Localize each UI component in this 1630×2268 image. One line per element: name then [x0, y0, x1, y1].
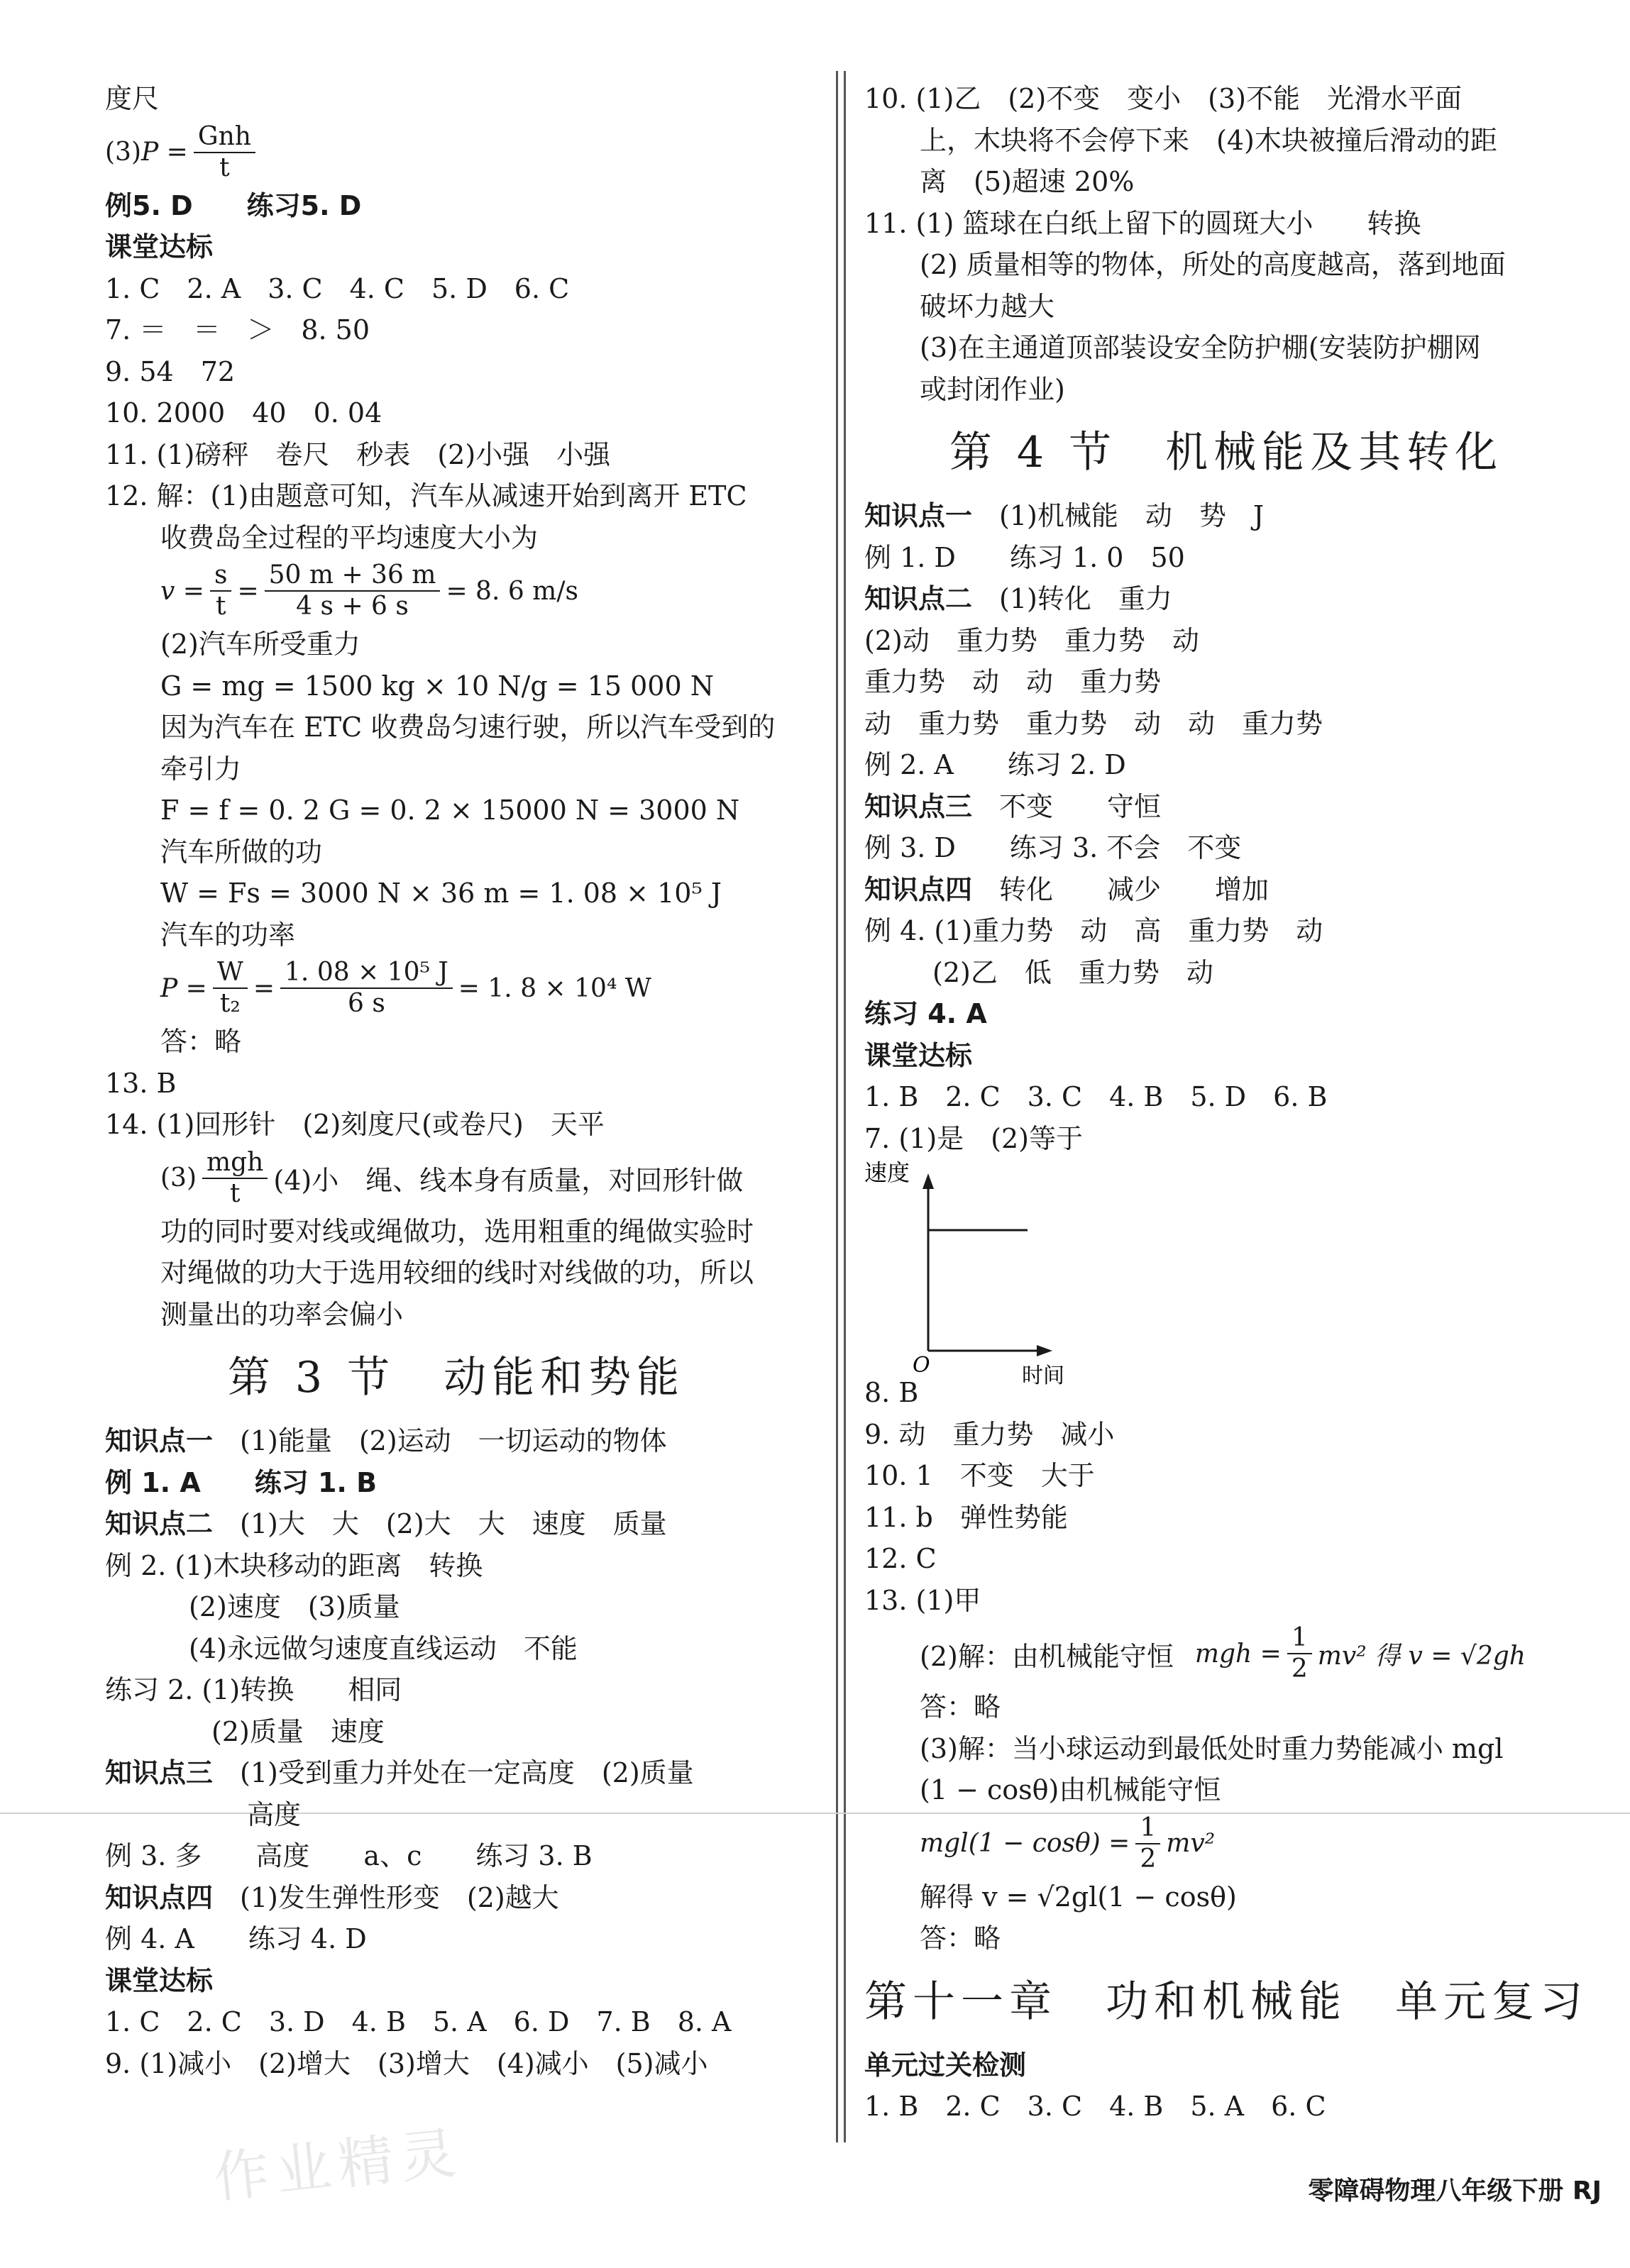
knowledge-point	[864, 786, 1588, 828]
example-line: 例 4. (1)重力势 动 高 重力势 动	[864, 915, 1323, 946]
section-title: 第 3 节 动能和势能	[227, 1353, 685, 1403]
answer-line: 12. C	[864, 1543, 937, 1574]
answer-line: (2)汽车所受重力	[160, 629, 360, 660]
answer-line: 因为汽车在 ETC 收费岛匀速行驶，所以汽车受到的	[160, 712, 776, 743]
knowledge-label: 知识点二	[864, 583, 973, 614]
answer-line: 测量出的功率会偏小	[160, 1298, 404, 1330]
knowledge-text: 不变 守恒	[999, 790, 1162, 822]
knowledge-text: (1)受到重力并处在一定高度 (2)质量	[240, 1757, 694, 1788]
knowledge-label: 知识点三	[864, 790, 973, 822]
fraction	[1287, 1623, 1312, 1684]
answer-line: 13. B	[105, 1067, 177, 1099]
answer-line: 汽车所做的功	[160, 836, 323, 868]
formula-rhs: mv² 得 v = √2gh	[1317, 1641, 1526, 1671]
fraction	[213, 958, 248, 1019]
knowledge-label: 知识点二	[105, 1508, 214, 1539]
answer-line: 上，木块将不会停下来 (4)木块被撞后滑动的距	[920, 124, 1497, 156]
answer-line: 离 (5)超速 20%	[920, 166, 1135, 197]
example-line: (2)乙 低 重力势 动	[932, 956, 1213, 988]
answer-line: 答：略	[920, 1923, 1001, 1954]
column-divider	[836, 71, 846, 2142]
answer-line: 破坏力越大	[920, 290, 1055, 322]
answer-line: G = mg = 1500 kg × 10 N/g = 15 000 N	[160, 670, 714, 702]
formula-equals: =	[253, 973, 275, 1003]
answer-line: 汽车的功率	[160, 919, 296, 951]
answer-line: 10. 2000 40 0. 04	[105, 397, 382, 428]
knowledge-text: (1)机械能 动 势 J	[999, 500, 1265, 531]
denominator: t	[229, 1178, 241, 1208]
answer-line: 7. ＝ ＝ ＞ 8. 50	[105, 314, 370, 345]
formula-equals: =	[237, 576, 259, 606]
formula-energy-2	[864, 1811, 1588, 1876]
example-line: 例 1. D 练习 1. 0 50	[864, 541, 1185, 573]
answer-line: 对绳做的功大于选用较细的线时对线做的功，所以	[160, 1257, 754, 1288]
answer-line: 1. B 2. C 3. C 4. B 5. A 6. C	[864, 2091, 1326, 2122]
formula-label: (3)	[105, 138, 141, 167]
formula-rest: (4)小 绳、线本身有质量，对回形针做	[273, 1165, 744, 1196]
knowledge-text: (1)能量 (2)运动 一切运动的物体	[240, 1425, 667, 1456]
knowledge-text: 重力势 动 动 重力势	[864, 666, 1162, 697]
right-column	[864, 78, 1588, 2128]
x-axis-label: 时间	[1022, 1363, 1064, 1388]
knowledge-text: (1)转化 重力	[999, 583, 1172, 614]
numerator: 1. 08 × 10⁵ J	[280, 958, 453, 989]
formula-power-2	[105, 956, 808, 1021]
fraction	[194, 122, 255, 183]
fraction	[202, 1148, 268, 1209]
formula-power	[105, 120, 808, 185]
answer-line: 1. C 2. A 3. C 4. C 5. D 6. C	[105, 272, 570, 304]
page-footer: 零障碍物理八年级下册 RJ	[1308, 2176, 1602, 2206]
numerator: s	[210, 560, 231, 592]
example-line: 例 3. D 练习 3. 不会 不变	[864, 832, 1242, 863]
denominator: 2	[1140, 1844, 1157, 1874]
formula-label: (3)	[160, 1163, 197, 1193]
answer-line: 11. (1)磅秤 卷尺 秒表 (2)小强 小强	[105, 438, 611, 470]
formula-mgh	[105, 1146, 808, 1211]
origin-label: O	[913, 1353, 930, 1378]
answer-line: 功的同时要对线或绳做功，选用粗重的绳做实验时	[160, 1215, 754, 1247]
fraction	[1135, 1813, 1160, 1874]
left-column	[105, 78, 808, 2084]
fraction	[210, 560, 231, 621]
fraction	[265, 560, 441, 621]
example-line: (2)速度 (3)质量	[189, 1591, 400, 1622]
answer-line: 收费岛全过程的平均速度大小为	[160, 521, 539, 553]
knowledge-text: 动 重力势 重力势 动 动 重力势	[864, 707, 1323, 739]
answer-line: 解得 v = √2gl(1 − cosθ)	[920, 1881, 1237, 1913]
denominator: t	[215, 592, 226, 621]
velocity-time-graph	[864, 1159, 1588, 1388]
example-line: 例 4. A 练习 4. D	[105, 1923, 367, 1954]
example-line: 例 2. A 练习 2. D	[864, 749, 1126, 780]
section-heading: 课堂达标	[105, 1964, 214, 1996]
example-line: 例 2. (1)木块移动的距离 转换	[105, 1549, 483, 1581]
answer-line: 8. B	[864, 1377, 919, 1408]
practice-line: 练习 4. A	[864, 998, 987, 1029]
chapter-title: 第十一章 功和机械能 单元复习	[864, 1976, 1588, 2027]
denominator: 2	[1291, 1654, 1308, 1683]
answer-line: 11. b 弹性势能	[864, 1501, 1068, 1533]
knowledge-point	[105, 1503, 808, 1545]
knowledge-text: 高度	[247, 1798, 302, 1830]
answer-line: F = f = 0. 2 G = 0. 2 × 15000 N = 3000 N	[160, 795, 740, 826]
formula-lhs: P =	[160, 973, 207, 1003]
answer-line: 答：略	[920, 1691, 1001, 1722]
practice-line: 练习 2. (1)转换 相同	[105, 1674, 402, 1705]
answer-line: 9. 54 72	[105, 355, 236, 387]
knowledge-text: (1)大 大 (2)大 大 速度 质量	[240, 1508, 667, 1539]
y-axis-label: 速度	[864, 1159, 910, 1186]
answer-line: 11. (1) 篮球在白纸上留下的圆斑大小 转换	[864, 207, 1421, 239]
answer-line: 9. 动 重力势 减小	[864, 1418, 1115, 1450]
answer-line: (1 − cosθ)由机械能守恒	[920, 1774, 1221, 1805]
denominator: 6 s	[348, 989, 385, 1018]
formula-velocity	[105, 558, 808, 624]
answer-line: 9. (1)减小 (2)增大 (3)增大 (4)减小 (5)减小	[105, 2047, 708, 2079]
knowledge-label: 知识点三	[105, 1757, 214, 1788]
formula-rhs: mv²	[1166, 1829, 1216, 1858]
section-heading: 单元过关检测	[864, 2049, 1027, 2081]
example-line: 例 3. 多 高度 a、c 练习 3. B	[105, 1840, 593, 1871]
knowledge-label: 知识点一	[105, 1425, 214, 1456]
formula-energy	[864, 1621, 1588, 1686]
fraction	[280, 958, 453, 1019]
answer-line: 14. (1)回形针 (2)刻度尺(或卷尺) 天平	[105, 1109, 605, 1140]
y-axis-arrow	[923, 1173, 934, 1189]
numerator: 50 m + 36 m	[265, 560, 441, 592]
answer-line: W = Fs = 3000 N × 36 m = 1. 08 × 10⁵ J	[160, 878, 722, 909]
answer-line: 7. (1)是 (2)等于	[864, 1122, 1083, 1154]
answer-line: 10. 1 不变 大于	[864, 1460, 1095, 1491]
answer-line: 12. 解：(1)由题意可知，汽车从减速开始到离开 ETC	[105, 480, 747, 511]
example-line: (4)永远做匀速度直线运动 不能	[189, 1632, 578, 1664]
answer-line: 1. C 2. C 3. D 4. B 5. A 6. D 7. B 8. A	[105, 2006, 732, 2037]
example-line: 例5. D 练习5. D	[105, 189, 362, 221]
knowledge-text: 转化 减少 增加	[999, 873, 1270, 905]
answer-line: 13. (1)甲	[864, 1584, 981, 1616]
section-heading: 课堂达标	[105, 231, 214, 262]
answer-line: 答：略	[160, 1026, 242, 1057]
knowledge-label: 知识点四	[864, 873, 973, 905]
knowledge-text: (2)动 重力势 重力势 动	[864, 624, 1199, 656]
numerator: mgh	[202, 1148, 268, 1179]
answer-line: (3)在主通道顶部装设安全防护棚(安装防护棚网	[920, 332, 1481, 363]
answer-line: 1. B 2. C 3. C 4. B 5. D 6. B	[864, 1081, 1328, 1112]
answer-line: 或封闭作业)	[920, 373, 1065, 405]
denominator: 4 s + 6 s	[296, 592, 409, 621]
formula-lhs: mgh =	[1194, 1639, 1282, 1669]
denominator: t	[219, 153, 230, 182]
watermark: 作业精灵	[210, 2120, 466, 2211]
numerator: 1	[1287, 1623, 1312, 1654]
answer-line: 牵引力	[160, 753, 242, 785]
numerator: W	[213, 958, 248, 989]
example-line: 例 1. A 练习 1. B	[105, 1466, 378, 1498]
answer-line: 10. (1)乙 (2)不变 变小 (3)不能 光滑水平面	[864, 83, 1462, 114]
knowledge-point	[864, 578, 1588, 620]
formula-rhs: = 8. 6 m/s	[446, 576, 578, 606]
knowledge-text: (1)发生弹性形变 (2)越大	[240, 1881, 559, 1913]
knowledge-point	[864, 495, 1588, 537]
answer-line: (2) 质量相等的物体，所处的高度越高，落到地面	[920, 249, 1506, 280]
knowledge-label: 知识点一	[864, 500, 973, 531]
formula-lhs: P =	[141, 138, 188, 167]
graph-svg	[864, 1159, 1148, 1388]
text-line: 度尺	[105, 83, 160, 114]
formula-lhs: mgl(1 − cosθ) =	[920, 1829, 1130, 1858]
numerator: 1	[1135, 1813, 1160, 1844]
formula-rhs: = 1. 8 × 10⁴ W	[458, 973, 651, 1003]
formula-text: (2)解：由机械能守恒	[920, 1640, 1174, 1672]
knowledge-point	[105, 1877, 808, 1919]
knowledge-point	[105, 1752, 808, 1794]
formula-lhs: v =	[160, 576, 204, 606]
section-title: 第 4 节 机械能及其转化	[949, 428, 1504, 477]
knowledge-label: 知识点四	[105, 1881, 214, 1913]
knowledge-point	[105, 1420, 808, 1462]
knowledge-point	[864, 869, 1588, 911]
denominator: t₂	[219, 989, 241, 1018]
answer-line: (3)解：当小球运动到最低处时重力势能减小 mgl	[920, 1732, 1504, 1764]
numerator: Gnh	[194, 122, 255, 153]
practice-line: (2)质量 速度	[211, 1715, 385, 1747]
section-heading: 课堂达标	[864, 1039, 973, 1071]
x-axis-arrow	[1037, 1345, 1052, 1356]
